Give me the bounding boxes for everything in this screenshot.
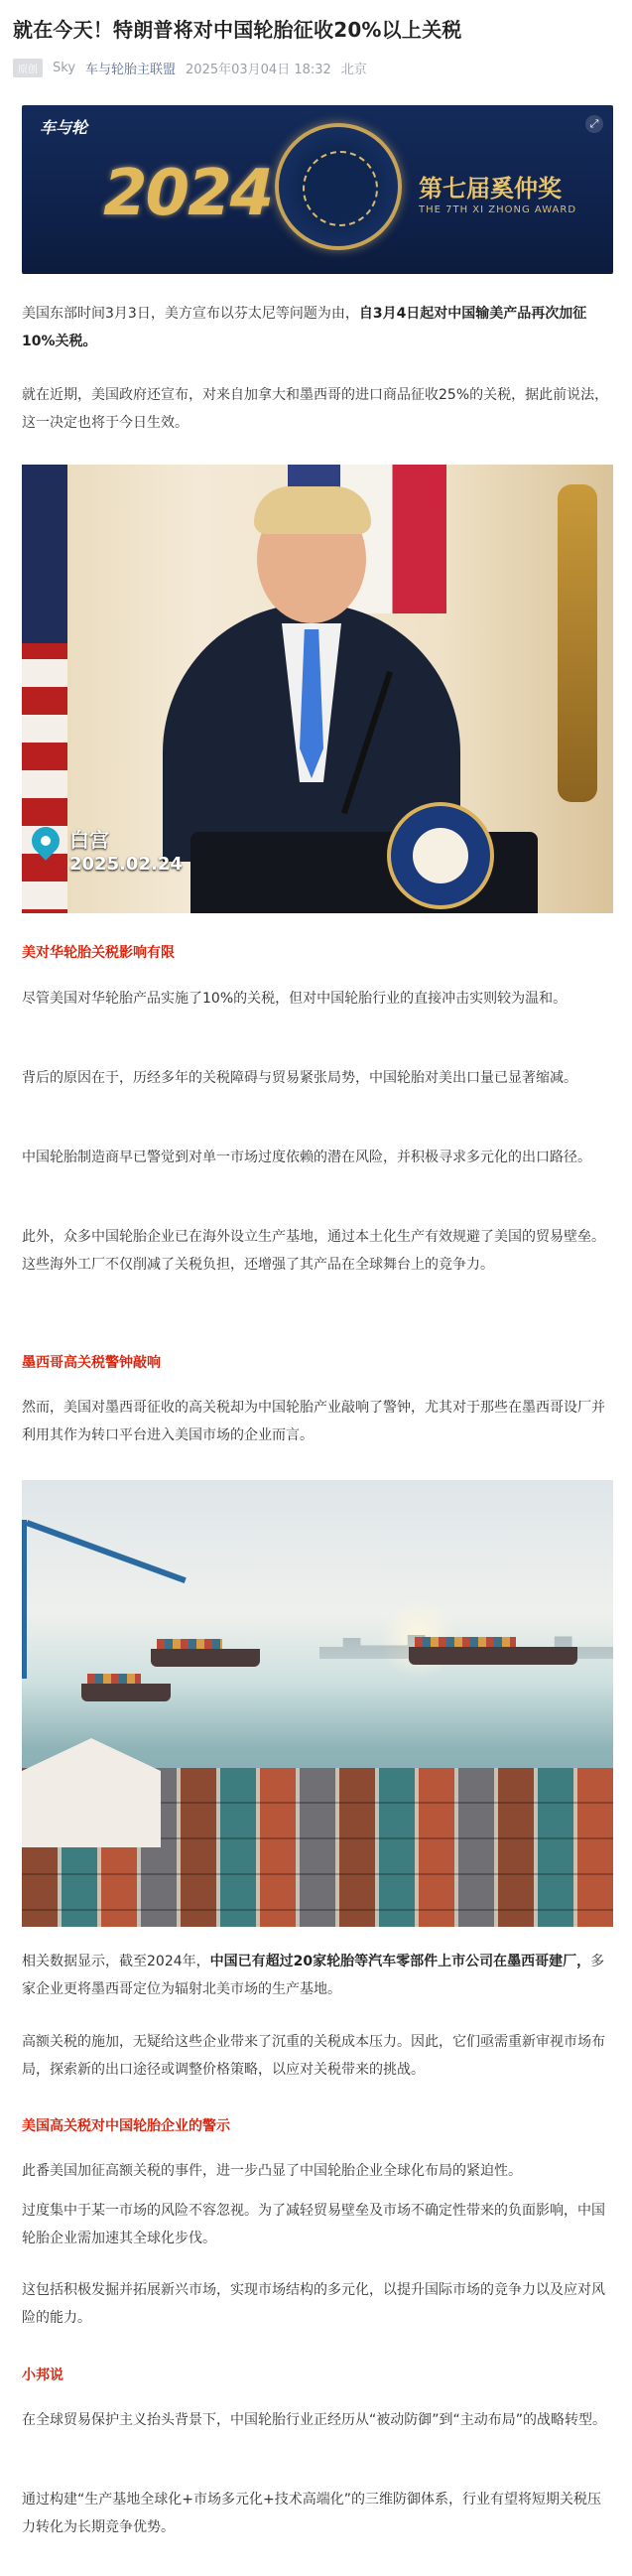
paragraph-intro bbox=[22, 300, 612, 355]
paragraph-6: 此外，众多中国轮胎企业已在海外设立生产基地，通过本土化生产有效规避了美国的贸易壁垒。这些海外工厂不仅削减了关税负担，还增强了其产品在全球舞台上的竞争力。 bbox=[22, 1229, 605, 1273]
intro-text: 美国东部时间3月3日，美方宣布以芬太尼等问题为由， bbox=[22, 306, 359, 322]
photo-date-label: 2025.02.24 bbox=[69, 854, 183, 875]
banner-year: 2024 bbox=[103, 157, 273, 230]
paragraph-10: 此番美国加征高额关税的事件，进一步凸显了中国轮胎企业全球化布局的紧迫性。 bbox=[22, 2163, 522, 2179]
paragraph-12: 这包括积极发掘并拓展新兴市场，实现市场结构的多元化，以提升国际市场的竞争力以及应对风险的能力。 bbox=[22, 2282, 605, 2326]
photo-location-label: 白宫 bbox=[69, 828, 109, 852]
account-link[interactable]: 车与轮胎主联盟 bbox=[85, 62, 177, 77]
article-title: 就在今天！特朗普将对中国轮胎征收20%以上关税 bbox=[13, 18, 462, 42]
paragraph-7: 然而，美国对墨西哥征收的高关税却为中国轮胎产业敲响了警钟，尤其对于那些在墨西哥设厂并利用其作为转口平台进入美国市场的企业而言。 bbox=[22, 1400, 605, 1443]
banner-award-en: THE 7TH XI ZHONG AWARD bbox=[419, 204, 577, 215]
paragraph-8 bbox=[22, 1948, 612, 2003]
section-heading-1: 美对华轮胎关税影响有限 bbox=[22, 945, 175, 961]
paragraph-2: 就在近期，美国政府还宣布，对来自加拿大和墨西哥的进口商品征收25%的关税，据此前说法，这一决定也将于今日生效。 bbox=[22, 387, 609, 431]
cargo-ship bbox=[81, 1684, 171, 1701]
author-name: Sky bbox=[53, 60, 76, 75]
article-meta bbox=[13, 58, 367, 77]
cargo-ship bbox=[409, 1647, 577, 1665]
p8-text-1: 相关数据显示，截至2024年， bbox=[22, 1954, 210, 1969]
p8-text-2: 多家企业更将墨西哥定位为辐射北美市场的生产基地。 bbox=[22, 1954, 605, 1997]
original-tag: 原创 bbox=[13, 59, 43, 77]
publish-datetime: 2025年03月04日 18:32 bbox=[186, 62, 331, 77]
section-heading-4: 小邦说 bbox=[22, 2368, 63, 2383]
intro-bold-text: 自3月4日起对中国输美产品再次加征10%关税。 bbox=[22, 306, 587, 349]
paragraph-13: 在全球贸易保护主义抬头背景下，中国轮胎行业正经历从“被动防御”到“主动布局”的战略转型。 bbox=[22, 2412, 607, 2428]
presidential-seal-icon bbox=[387, 802, 494, 909]
port-container-photo[interactable] bbox=[22, 1480, 613, 1927]
publish-location: 北京 bbox=[340, 62, 367, 77]
award-medal-icon bbox=[275, 123, 402, 250]
section-heading-2: 墨西哥高关税警钟敲响 bbox=[22, 1355, 161, 1371]
port-crane bbox=[22, 1520, 146, 1679]
section-heading-3: 美国高关税对中国轮胎企业的警示 bbox=[22, 2118, 230, 2134]
paragraph-11: 过度集中于某一市场的风险不容忽视。为了减轻贸易壁垒及市场不确定性带来的负面影响，中国轮胎企业需加速其全球化步伐。 bbox=[22, 2203, 605, 2246]
paragraph-14: 通过构建“生产基地全球化+市场多元化+技术高端化”的三维防御体系，行业有望将短期关税压力转化为长期竞争优势。 bbox=[22, 2492, 601, 2535]
white-tent bbox=[22, 1738, 161, 1847]
cargo-ship bbox=[151, 1649, 260, 1667]
paragraph-9: 高额关税的施加，无疑给这些企业带来了沉重的关税成本压力。因此，它们亟需重新审视市场布局，探索新的出口途径或调整价格策略，以应对关税带来的挑战。 bbox=[22, 2034, 605, 2078]
paragraph-4: 背后的原因在于，历经多年的关税障碍与贸易紧张局势，中国轮胎对美出口量已显著缩减。 bbox=[22, 1070, 577, 1086]
p8-bold-text: 中国已有超过20家轮胎等汽车零部件上市公司在墨西哥建厂， bbox=[209, 1954, 591, 1969]
white-house-photo[interactable] bbox=[22, 465, 613, 913]
paragraph-3: 尽管美国对华轮胎产品实施了10%的关税，但对中国轮胎行业的直接冲击实则较为温和。 bbox=[22, 991, 568, 1007]
gold-ornament bbox=[558, 484, 597, 802]
expand-icon[interactable]: ⤢ bbox=[585, 115, 603, 133]
banner-award-cn: 第七届奚仲奖 bbox=[419, 175, 562, 203]
award-banner-image[interactable] bbox=[22, 105, 613, 274]
banner-logo: 车与轮 bbox=[40, 118, 88, 137]
paragraph-5: 中国轮胎制造商早已警觉到对单一市场过度依赖的潜在风险，并积极寻求多元化的出口路径。 bbox=[22, 1150, 591, 1165]
